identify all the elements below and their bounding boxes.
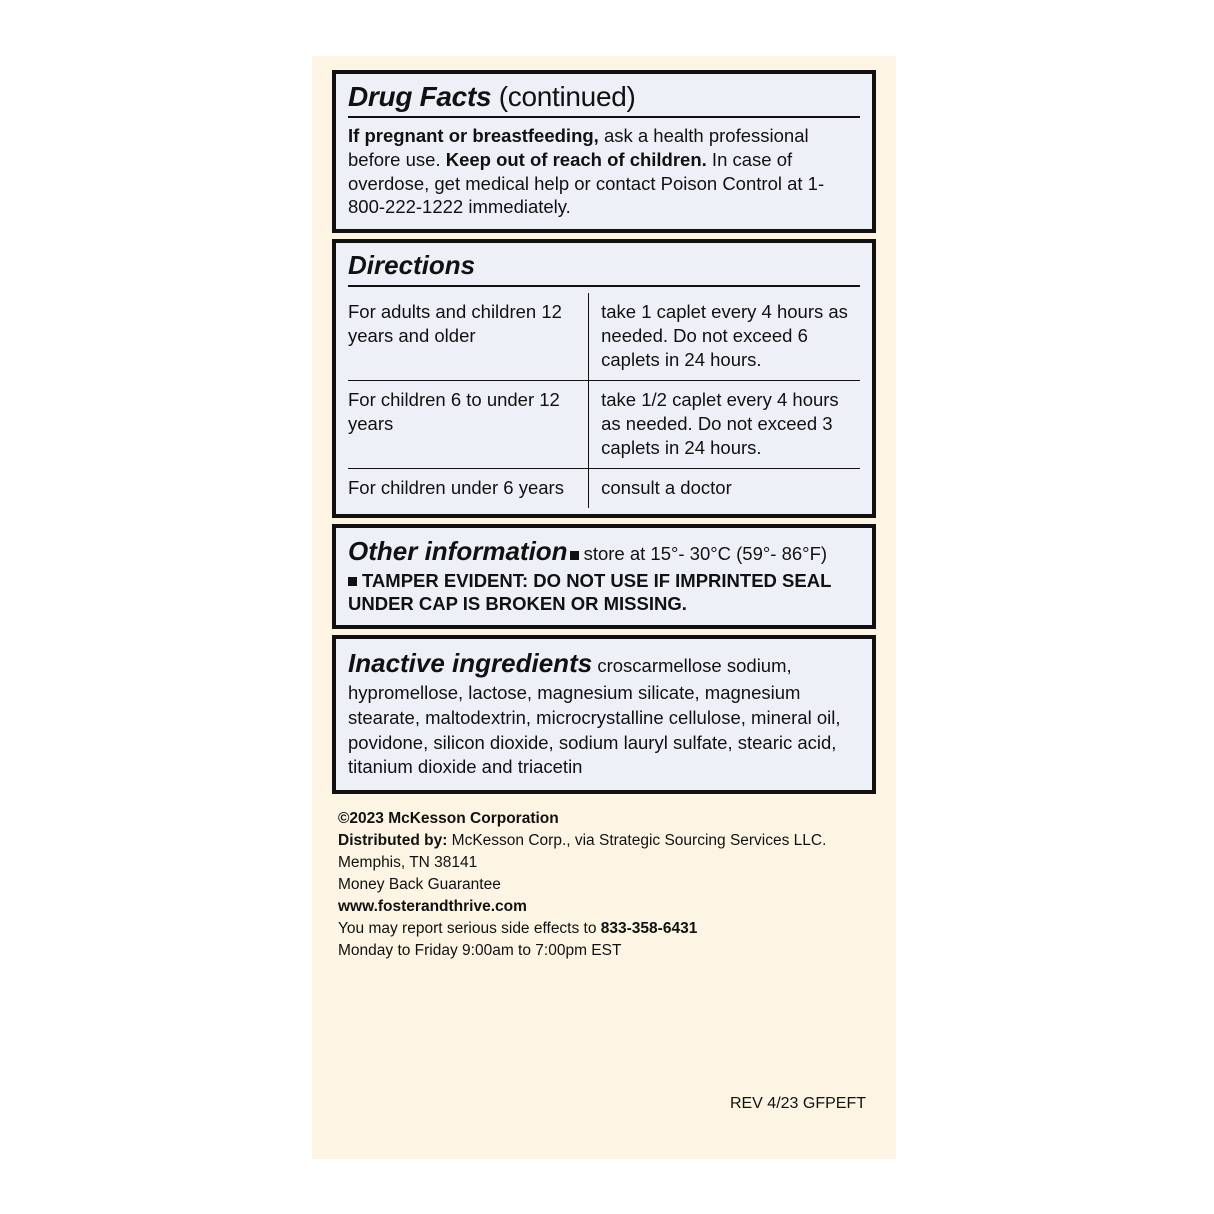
directions-divider — [348, 285, 860, 287]
carton-panel — [312, 56, 896, 1159]
directions-dose: consult a doctor — [589, 468, 860, 508]
other-information-line-1 — [348, 536, 860, 567]
warnings-lead-bold: If pregnant or breastfeeding, — [348, 125, 599, 147]
table-row — [348, 293, 860, 381]
warnings-text-1: ask a health professional before use. — [348, 125, 809, 171]
warnings-paragraph — [348, 124, 860, 219]
address-line: Memphis, TN 38141 — [338, 854, 478, 872]
directions-dose: take 1/2 caplet every 4 hours as needed. Do not exceed 3 caplets in 24 hours. — [589, 380, 860, 468]
drug-facts-title-suffix: (continued) — [498, 81, 636, 112]
title-divider — [348, 116, 860, 118]
other-information-bullet-1: store at 15°- 30°C (59°- 86°F) — [583, 543, 828, 564]
distributed-by-value: McKesson Corp., via Strategic Sourcing Services LLC. — [447, 832, 827, 850]
bullet-square-icon — [348, 577, 357, 586]
bullet-square-icon — [570, 551, 579, 560]
manufacturer-footer — [332, 808, 876, 962]
distributed-by-label: Distributed by: — [338, 832, 448, 850]
directions-box — [332, 239, 876, 518]
other-information-line-2 — [348, 569, 860, 615]
inactive-ingredients-paragraph — [348, 647, 860, 780]
other-information-bullet-2: TAMPER EVIDENT: DO NOT USE IF IMPRINTED SEAL UNDER CAP IS BROKEN OR MISSING. — [348, 570, 832, 615]
hours-line: Monday to Friday 9:00am to 7:00pm EST — [338, 942, 622, 960]
inactive-ingredients-text: croscarmellose sodium, hypromellose, lactose, magnesium silicate, magnesium stearate, maltodextrin, microcrystalline cellulose, mineral oil, povidone, silicon dioxide, sodium lauryl sulfate, stearic acid, titanium dioxide and triacetin — [348, 655, 841, 778]
drug-facts-title-text: Drug Facts — [348, 81, 492, 112]
side-effects-phone: 833-358-6431 — [600, 920, 698, 938]
directions-who: For children 6 to under 12 years — [348, 380, 589, 468]
directions-heading: Directions — [348, 250, 476, 281]
warnings-bold-2: Keep out of reach of children. — [445, 149, 707, 171]
website-link[interactable]: www.fosterandthrive.com — [338, 898, 527, 916]
panel-content — [332, 70, 876, 962]
directions-dose: take 1 caplet every 4 hours as needed. Do not exceed 6 caplets in 24 hours. — [601, 300, 848, 370]
other-information-heading: Other information — [348, 536, 568, 566]
distributed-by-line — [338, 830, 876, 852]
other-information-box — [332, 524, 876, 629]
directions-table — [348, 293, 860, 508]
inactive-ingredients-heading: Inactive ingredients — [348, 648, 593, 679]
warnings-text-2: In case of overdose, get medical help or contact Poison Control at 1-800-222-1222 immediately. — [348, 149, 825, 218]
copyright-line: ©2023 McKesson Corporation — [338, 810, 559, 828]
side-effects-prefix: You may report serious side effects to — [338, 920, 601, 938]
directions-who: For children under 6 years — [348, 468, 589, 508]
table-row — [348, 468, 860, 508]
guarantee-line: Money Back Guarantee — [338, 876, 501, 894]
table-row — [348, 380, 860, 468]
revision-code: REV 4/23 GFPEFT — [729, 1095, 866, 1112]
drug-facts-title — [348, 82, 860, 111]
inactive-ingredients-box — [332, 635, 876, 794]
drug-facts-warnings-box — [332, 70, 876, 233]
side-effects-line — [338, 918, 876, 940]
directions-who: For adults and children 12 years and older — [348, 293, 589, 381]
